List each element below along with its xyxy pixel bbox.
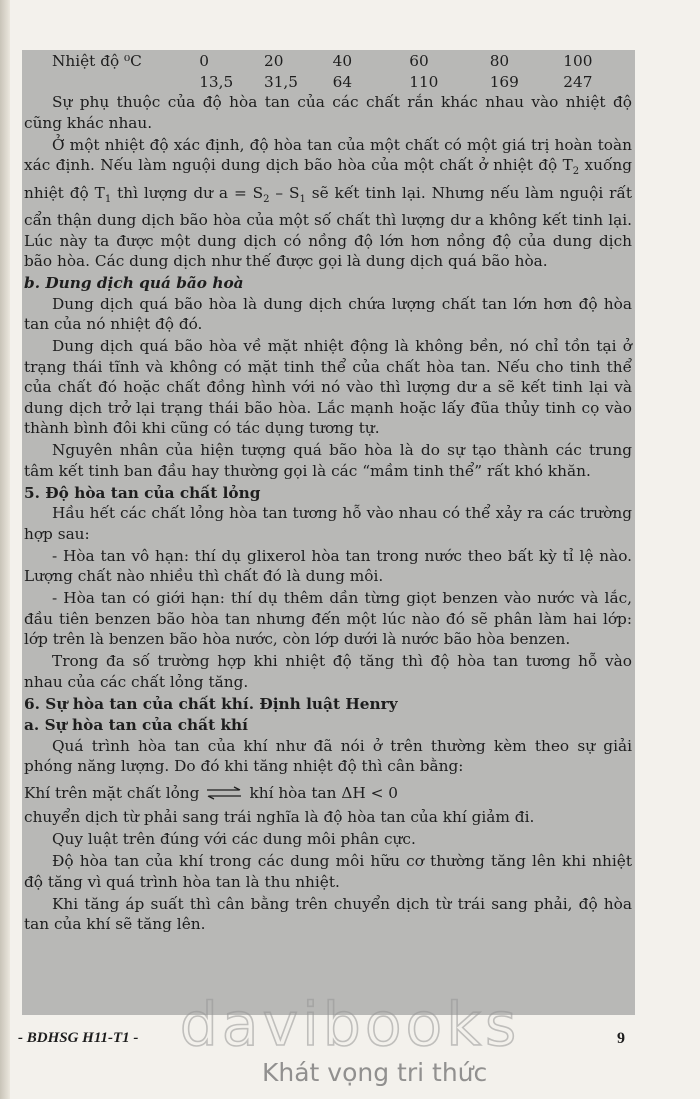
equilibrium-equation xyxy=(24,783,632,804)
section-heading: 6. Sự hòa tan của chất khí. Định luật Henry xyxy=(24,694,398,713)
watermark-tagline: Khát vọng tri thức xyxy=(262,1058,488,1087)
paragraph: Khi tăng áp suất thì cân bằng trên chuyển dịch từ trái sang phải, độ hòa tan của khí sẽ tăng lên. xyxy=(24,894,632,934)
paragraph: chuyển dịch từ phải sang trái nghĩa là độ hòa tan của khí giảm đi. xyxy=(24,808,535,827)
paragraph: - Hòa tan vô hạn: thí dụ glixerol hòa tan trong nước theo bất kỳ tỉ lệ nào. Lượng chất nào nhiều thì chất đó là dung môi. xyxy=(24,546,632,586)
value-cell: 31,5 xyxy=(263,72,299,91)
equation-right: khí hòa tan ΔH < 0 xyxy=(249,783,399,802)
value-cell: 13,5 xyxy=(199,72,234,91)
paragraph: Quy luật trên đúng với các dung môi phân cực. xyxy=(52,830,416,849)
paragraph: Sự phụ thuộc của độ hòa tan của các chất rắn khác nhau vào nhiệt độ cũng khác nhau. xyxy=(24,93,632,132)
subsection-heading: a. Sự hòa tan của chất khí xyxy=(24,716,248,735)
value-cell: 169 xyxy=(489,72,519,91)
value-cell: 64 xyxy=(332,72,353,91)
equilibrium-arrow-icon xyxy=(205,786,243,800)
table-value-row xyxy=(24,71,632,92)
temp-cell: 0 xyxy=(199,51,209,70)
section-heading: b. Dung dịch quá bão hoà xyxy=(24,274,244,293)
paragraph: Trong đa số trường hợp khi nhiệt độ tăng thì độ hòa tan tương hỗ vào nhau của các chất lỏng tăng. xyxy=(24,652,632,691)
page-edge xyxy=(0,0,10,1099)
paragraph: Hầu hết các chất lỏng hòa tan tương hỗ vào nhau có thể xảy ra các trường hợp sau: xyxy=(24,504,632,543)
paragraph: Nguyên nhân của hiện tượng quá bão hòa là do sự tạo thành các trung tâm kết tinh ban đầu hay thường gọi là các “mầm tinh thể” rất khó khăn. xyxy=(24,441,632,480)
equation-left: Khí trên mặt chất lỏng xyxy=(24,783,200,802)
temp-cell: 20 xyxy=(263,51,284,70)
page-number: 9 xyxy=(617,1030,625,1047)
paragraph: - Hòa tan có giới hạn: thí dụ thêm dần từng giọt benzen vào nước và lắc, đầu tiên benzen bão hòa tan nhưng đến một lúc nào đó sẽ phân làm hai lớp: lớp trên là benzen bão hòa nước, còn lớp dưới là nước bão hòa benzen. xyxy=(24,589,632,649)
section-heading: 5. Độ hòa tan của chất lỏng xyxy=(24,483,261,502)
table-header-row xyxy=(24,50,632,71)
watermark-logo: davibooks xyxy=(179,990,521,1060)
page-content xyxy=(24,50,632,936)
temp-cell: 40 xyxy=(332,51,353,70)
paragraph: Ở một nhiệt độ xác định, độ hòa tan của một chất có một giá trị hoàn toàn xác định. Nếu làm nguội dung dịch bão hòa của một chất ở nhiệt độ $T_2$ xuống nhiệt độ $T_1$ thì lượng dư $a = S_2 - S_1$ sẽ kết tinh lại. Nhưng nếu làm nguội rất cẩn thận dung dịch bão hòa của một số chất thì lượng dư a không kết tinh lại. Lúc này ta được một dung dịch có nồng độ lớn hơn nồng độ của dung dịch bão hòa. Các dung dịch như thế được gọi là dung dịch quá bão hòa. xyxy=(24,135,632,271)
paragraph: Quá trình hòa tan của khí như đã nói ở trên thường kèm theo sự giải phóng năng lượng. Do đó khi tăng nhiệt độ thì cân bằng: xyxy=(24,736,632,776)
temp-cell: 100 xyxy=(563,51,593,70)
paragraph: Độ hòa tan của khí trong các dung môi hữu cơ thường tăng lên khi nhiệt độ tăng vì quá trình hòa tan là thu nhiệt. xyxy=(24,852,632,891)
value-cell: 110 xyxy=(409,72,439,91)
table-label: Nhiệt độ ⁰C xyxy=(52,51,142,70)
paragraph: Dung dịch quá bão hòa về mặt nhiệt động là không bền, nó chỉ tồn tại ở trạng thái tĩnh và không có mặt tinh thể của chất hòa tan. Nếu cho tinh thể của chất đó hoặc chất đồng hình với nó vào thì lượng dư a sẽ kết tinh lại và dung dịch trở lại trạng thái bão hòa. Lắc mạnh hoặc lấy đũa thủy tinh cọ vào thành bình đôi khi cũng có tác dụng tương tự. xyxy=(24,337,632,438)
paragraph: Dung dịch quá bão hòa là dung dịch chứa lượng chất tan lớn hơn độ hòa tan của nó nhiệt độ đó. xyxy=(24,294,632,334)
value-cell: 247 xyxy=(563,72,593,91)
footer-book-code: - BDHSG H11-T1 - xyxy=(18,1030,139,1046)
temp-cell: 60 xyxy=(409,51,429,70)
temp-cell: 80 xyxy=(489,51,510,70)
